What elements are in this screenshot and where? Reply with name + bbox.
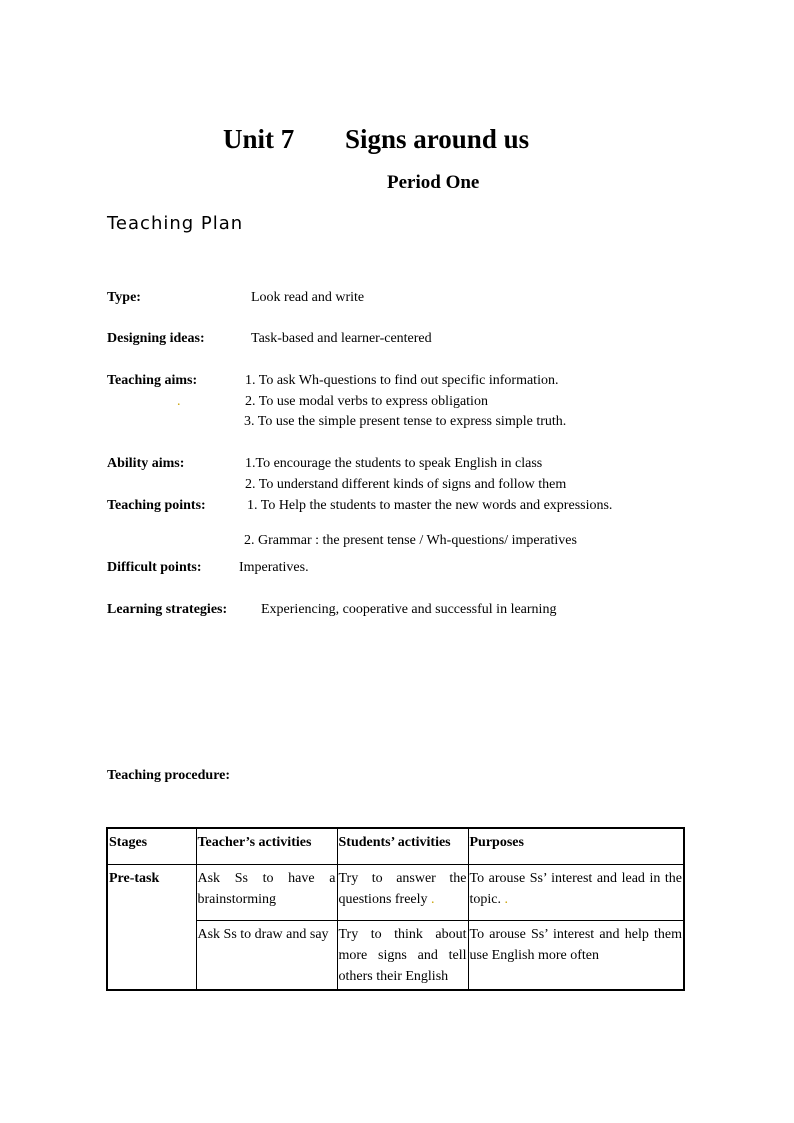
teacher-activity-cell: Ask Ss to have a brainstorming	[196, 864, 337, 920]
teaching-aim-item: 1. To ask Wh-questions to find out specific information.	[245, 373, 559, 388]
teacher-activity-cell: Ask Ss to draw and say	[196, 920, 337, 990]
purpose-cell: To arouse Ss’ interest and help them use English more often	[468, 920, 684, 990]
teaching-aims-label: Teaching aims:	[107, 373, 198, 388]
header-purposes: Purposes	[468, 828, 684, 864]
marker-dot: .	[427, 891, 435, 907]
teaching-plan-heading: Teaching Plan	[107, 213, 244, 234]
ability-aims-label: Ability aims:	[107, 456, 185, 471]
student-activity-cell: Try to think about more signs and tell others their English	[337, 920, 468, 990]
ability-aim-item: 2. To understand different kinds of signs and follow them	[245, 477, 567, 492]
learning-strategies-label: Learning strategies:	[107, 602, 228, 617]
difficult-points-value: Imperatives.	[239, 560, 309, 575]
table-row	[107, 864, 684, 920]
designing-ideas-label: Designing ideas:	[107, 331, 205, 346]
table-header-row	[107, 828, 684, 864]
stage-cell: Pre-task	[107, 864, 196, 990]
header-stages: Stages	[107, 828, 196, 864]
learning-strategies-value: Experiencing, cooperative and successful in learning	[261, 602, 557, 617]
procedure-table	[106, 827, 685, 991]
student-activity-text: Try to answer the questions freely	[338, 870, 467, 907]
unit-title: Signs around us	[345, 124, 530, 154]
teaching-procedure-heading: Teaching procedure:	[107, 768, 231, 783]
purpose-text: To arouse Ss’ interest and lead in the topic.	[469, 870, 682, 907]
teaching-points-label: Teaching points:	[107, 498, 206, 513]
teaching-point-item: 1. To Help the students to master the new words and expressions.	[247, 498, 613, 513]
header-teacher-activities: Teacher’s activities	[196, 828, 337, 864]
designing-ideas-value: Task-based and learner-centered	[251, 331, 432, 346]
marker-dot: .	[177, 394, 181, 409]
type-value: Look read and write	[251, 290, 365, 305]
header-students-activities: Students’ activities	[337, 828, 468, 864]
unit-number: Unit 7	[223, 124, 295, 154]
teaching-aim-item: 3. To use the simple present tense to express simple truth.	[244, 414, 567, 429]
student-activity-cell	[337, 864, 468, 920]
type-label: Type:	[107, 290, 141, 305]
period-title: Period One	[387, 172, 480, 193]
teaching-point-item: 2. Grammar : the present tense / Wh-questions/ imperatives	[244, 533, 577, 548]
purpose-cell	[468, 864, 684, 920]
teaching-aim-item: 2. To use modal verbs to express obligation	[245, 394, 488, 409]
marker-dot: .	[501, 891, 508, 907]
ability-aim-item: 1.To encourage the students to speak English in class	[245, 456, 543, 471]
difficult-points-label: Difficult points:	[107, 560, 202, 575]
